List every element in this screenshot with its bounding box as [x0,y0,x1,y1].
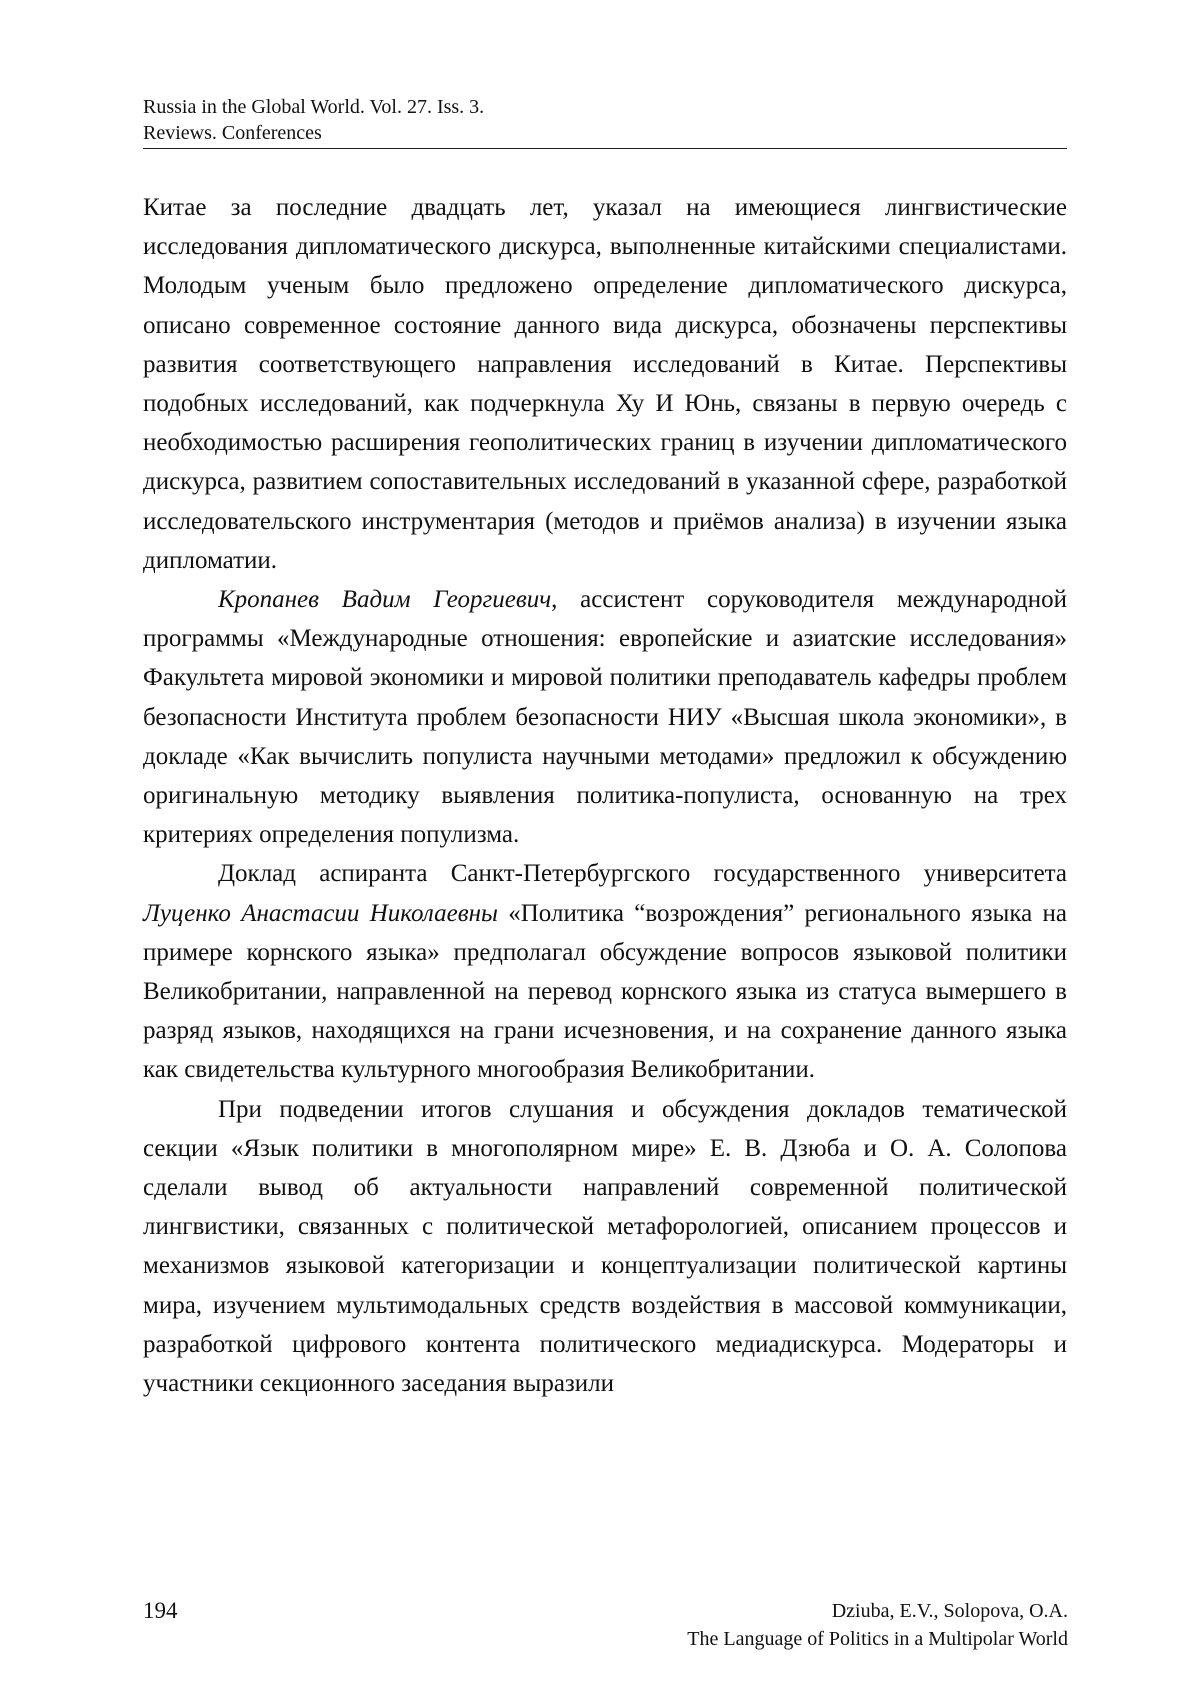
running-footer [687,1597,1068,1653]
paragraph-3 [143,854,1067,1089]
paragraph-3-text: «Политика “возрождения” регионального языка на примере корнского языка» предполагал обсуждение вопросов языковой политики Великобритании, направленной на перевод корнского языка из статуса вымершего в разряд языков, находящихся на грани исчезновения, и на сохранение данного языка как свидетельства культурного многообразия Великобритании. [143,899,1067,1084]
paragraph-3-lead: Доклад аспиранта Санкт-Петербургского государственного университета [218,860,1067,888]
speaker-name-lutsenko: Луценко Анастасии Николаевны [143,899,498,927]
article-body [143,188,1067,1403]
section-title-line: Reviews. Conferences [143,122,322,144]
running-header [143,94,1067,149]
speaker-name-kropanev: Кропанев Вадим Георгиевич [218,586,552,614]
footer-authors: Dziuba, E.V., Solopova, O.A. [831,1600,1068,1622]
paragraph-2 [143,580,1067,854]
paragraph-2-text: , ассистент соруководителя международной программы «Международные отношения: европейские и азиатские исследования» Факультета мировой экономики и мировой политики преподаватель кафедры проблем безопасности Института проблем безопасности НИУ «Высшая школа экономики», в докладе «Как вычислить популиста научными методами» предложил к обсуждению оригинальную методику выявления политика-популиста, основанную на трех критериях определения популизма. [143,586,1067,849]
paragraph-4: При подведении итогов слушания и обсуждения докладов тематической секции «Язык политики в многополярном мире» Е. В. Дзюба и О. А. Солопова сделали вывод об актуальности направлений современной политической лингвистики, связанных с политической метафорологией, описанием процессов и механизмов языковой категоризации и концептуализации политической картины мира, изучением мультимодальных средств воздействия в массовой коммуникации, разработкой цифрового контента политического медиадискурса. Модераторы и участники секционного заседания выразили [143,1095,1067,1398]
paragraph-1: Китае за последние двадцать лет, указал на имеющиеся лингвистические исследования дипломатического дискурса, выполненные китайскими специалистами. Молодым ученым было предложено определение дипломатического дискурса, описано современное состояние данного вида дискурса, обозначены перспективы развития соответствующего направления исследований в Китае. Перспективы подобных исследований, как подчеркнула Ху И Юнь, связаны в первую очередь с необходимостью расширения геополитических границ в изучении дипломатического дискурса, развитием сопоставительных исследований в указанной сфере, разработкой исследовательского инструментария (методов и приёмов анализа) в изучении языка дипломатии. [143,194,1067,574]
page-number: 194 [143,1598,178,1623]
footer-article-title: The Language of Politics in a Multipolar World [687,1628,1068,1650]
journal-title-line: Russia in the Global World. Vol. 27. Iss. 3. [143,96,485,118]
